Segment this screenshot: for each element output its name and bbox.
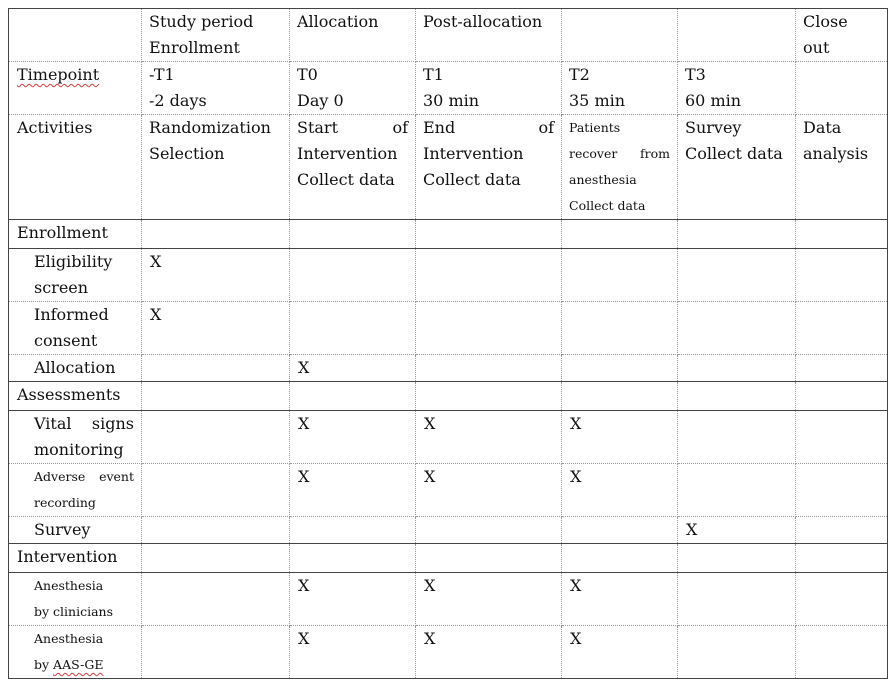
row-anesthesia-aas-ge — [9, 626, 888, 679]
activities-cell-6 — [796, 115, 888, 220]
empty-cell — [796, 382, 888, 411]
activity-word: Start — [297, 118, 339, 137]
empty-cell — [678, 249, 796, 302]
empty-cell — [290, 220, 416, 249]
timepoint-cell — [416, 62, 562, 115]
header-enrollment-text: Enrollment — [149, 38, 240, 57]
activity-line: Collect data — [423, 170, 521, 189]
empty-cell — [796, 355, 888, 382]
empty-cell — [562, 382, 678, 411]
empty-cell — [678, 573, 796, 626]
timepoint-time: 35 min — [569, 91, 626, 110]
row-label-line: monitoring — [34, 440, 124, 459]
row-label-word: signs — [91, 414, 134, 433]
header-allocation: Allocation — [290, 9, 416, 62]
timepoint-code: T2 — [569, 65, 590, 84]
empty-cell — [678, 382, 796, 411]
empty-cell — [796, 302, 888, 355]
row-label-word: AAS-GE — [53, 657, 104, 672]
activities-cell-2 — [290, 115, 416, 220]
activity-line: anesthesia — [569, 172, 637, 187]
header-close-text: Close — [803, 12, 848, 31]
empty-cell — [142, 464, 290, 517]
row-label: Survey — [9, 517, 142, 544]
activity-word: of — [538, 118, 554, 137]
x-mark: X — [416, 464, 562, 517]
x-mark: X — [142, 249, 290, 302]
empty-cell — [416, 249, 562, 302]
row-label — [9, 249, 142, 302]
empty-cell — [290, 249, 416, 302]
x-mark: X — [562, 464, 678, 517]
row-label — [9, 411, 142, 464]
empty-cell — [290, 382, 416, 411]
empty-cell — [562, 544, 678, 573]
activity-line: Intervention — [423, 144, 524, 163]
row-label — [9, 573, 142, 626]
row-eligibility-screen — [9, 249, 888, 302]
row-label-word: event — [99, 469, 134, 484]
header-study-period — [142, 9, 290, 62]
x-mark: X — [142, 302, 290, 355]
row-label-line: Eligibility — [34, 252, 113, 271]
activities-cell-4 — [562, 115, 678, 220]
activity-word: from — [640, 146, 670, 161]
header-close-out — [796, 9, 888, 62]
timepoint-cell — [678, 62, 796, 115]
empty-cell — [142, 355, 290, 382]
x-mark: X — [562, 626, 678, 679]
x-mark: X — [416, 626, 562, 679]
activity-line — [297, 115, 408, 141]
empty-cell — [796, 464, 888, 517]
row-label-line — [34, 464, 134, 490]
x-mark: X — [290, 411, 416, 464]
empty-cell — [678, 411, 796, 464]
row-label-line: screen — [34, 278, 89, 297]
empty-cell — [416, 220, 562, 249]
row-label-line: consent — [34, 331, 98, 350]
timepoint-cell — [142, 62, 290, 115]
row-label — [9, 464, 142, 517]
row-adverse-event — [9, 464, 888, 517]
section-row — [9, 220, 888, 249]
empty-cell — [142, 220, 290, 249]
empty-cell — [796, 544, 888, 573]
empty-cell — [678, 544, 796, 573]
row-label-word: Vital — [34, 414, 72, 433]
timepoint-label — [9, 62, 142, 115]
x-mark: X — [416, 411, 562, 464]
header-study-period-text: Study period — [149, 12, 254, 31]
x-mark: X — [562, 573, 678, 626]
empty-cell — [796, 249, 888, 302]
row-label-word: Adverse — [34, 469, 86, 484]
empty-cell — [796, 411, 888, 464]
timepoint-time: -2 days — [149, 91, 207, 110]
empty-cell — [796, 220, 888, 249]
activity-line: Collect data — [569, 198, 646, 213]
empty-cell — [678, 626, 796, 679]
activity-line: Collect data — [685, 144, 783, 163]
timepoint-cell — [290, 62, 416, 115]
empty-cell — [416, 517, 562, 544]
empty-cell — [796, 626, 888, 679]
timepoint-code: T0 — [297, 65, 318, 84]
header-out-text: out — [803, 38, 830, 57]
header-post-allocation: Post-allocation — [416, 9, 562, 62]
activity-line: Randomization — [149, 118, 271, 137]
row-label-line: Anesthesia — [34, 631, 104, 646]
row-informed-consent — [9, 302, 888, 355]
header-empty-1 — [562, 9, 678, 62]
section-enrollment: Enrollment — [9, 220, 142, 249]
x-mark: X — [562, 411, 678, 464]
activity-line — [423, 115, 554, 141]
activity-line: Patients — [569, 120, 621, 135]
x-mark: X — [416, 573, 562, 626]
empty-cell — [416, 302, 562, 355]
timepoint-cell — [562, 62, 678, 115]
empty-cell — [796, 573, 888, 626]
timepoint-code: T1 — [423, 65, 444, 84]
section-row — [9, 544, 888, 573]
empty-cell — [678, 220, 796, 249]
section-intervention: Intervention — [9, 544, 142, 573]
row-label: Allocation — [9, 355, 142, 382]
timepoint-row — [9, 62, 888, 115]
timepoint-code: -T1 — [149, 65, 175, 84]
empty-cell — [562, 355, 678, 382]
empty-cell — [290, 544, 416, 573]
empty-cell — [416, 355, 562, 382]
empty-cell — [562, 249, 678, 302]
activity-line: Data — [803, 118, 842, 137]
activity-word: of — [392, 118, 408, 137]
schedule-table — [8, 8, 888, 679]
row-label-line — [34, 411, 134, 437]
row-label-line: recording — [34, 495, 96, 510]
empty-cell — [796, 517, 888, 544]
row-label-line: Informed — [34, 305, 109, 324]
section-assessments: Assessments — [9, 382, 142, 411]
x-mark: X — [290, 355, 416, 382]
empty-cell — [416, 544, 562, 573]
x-mark: X — [290, 464, 416, 517]
header-corner-cell — [9, 9, 142, 62]
activities-label: Activities — [9, 115, 142, 220]
x-mark: X — [678, 517, 796, 544]
section-row — [9, 382, 888, 411]
empty-cell — [142, 517, 290, 544]
empty-cell — [562, 517, 678, 544]
row-anesthesia-clinicians — [9, 573, 888, 626]
timepoint-empty — [796, 62, 888, 115]
activity-line: analysis — [803, 144, 869, 163]
empty-cell — [678, 464, 796, 517]
empty-cell — [290, 517, 416, 544]
row-survey — [9, 517, 888, 544]
empty-cell — [562, 220, 678, 249]
empty-cell — [142, 626, 290, 679]
x-mark: X — [290, 626, 416, 679]
row-label-line: by clinicians — [34, 604, 113, 619]
activity-line — [569, 141, 670, 167]
row-vital-signs — [9, 411, 888, 464]
row-label-word: by — [34, 657, 54, 672]
empty-cell — [678, 302, 796, 355]
header-empty-2 — [678, 9, 796, 62]
activity-line: Intervention — [297, 144, 398, 163]
activities-cell-1 — [142, 115, 290, 220]
activity-word: End — [423, 118, 456, 137]
timepoint-label-text: Timepoint — [17, 65, 100, 84]
activity-word: recover — [569, 146, 618, 161]
empty-cell — [142, 544, 290, 573]
activity-line: Collect data — [297, 170, 395, 189]
timepoint-time: 60 min — [685, 91, 742, 110]
empty-cell — [290, 302, 416, 355]
header-row — [9, 9, 888, 62]
empty-cell — [678, 355, 796, 382]
timepoint-code: T3 — [685, 65, 706, 84]
row-label — [9, 626, 142, 679]
spirit-schedule — [8, 8, 888, 679]
x-mark: X — [290, 573, 416, 626]
timepoint-time: Day 0 — [297, 91, 344, 110]
empty-cell — [142, 382, 290, 411]
empty-cell — [416, 382, 562, 411]
row-label-line: Anesthesia — [34, 578, 104, 593]
row-allocation — [9, 355, 888, 382]
empty-cell — [142, 573, 290, 626]
row-label — [9, 302, 142, 355]
empty-cell — [562, 302, 678, 355]
activities-cell-3 — [416, 115, 562, 220]
empty-cell — [142, 411, 290, 464]
timepoint-time: 30 min — [423, 91, 480, 110]
row-label-line — [34, 652, 134, 678]
activity-line: Survey — [685, 118, 742, 137]
activities-cell-5 — [678, 115, 796, 220]
activity-line: Selection — [149, 144, 225, 163]
activities-row — [9, 115, 888, 220]
